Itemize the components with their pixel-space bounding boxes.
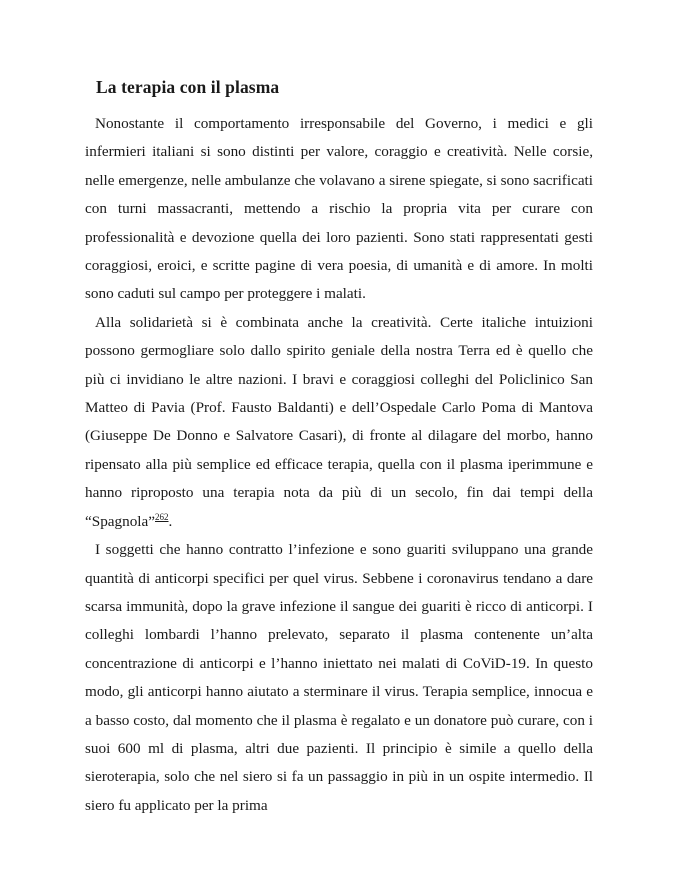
paragraph-1 — [85, 110, 593, 309]
paragraph-3 — [85, 536, 593, 820]
paragraph-2 — [85, 309, 593, 536]
paragraph-2-text: Alla solidarietà si è combinata anche la creatività. Certe italiche intuizioni possono germogliare solo dallo spirito geniale della nostra Terra ed è quello che più ci invidiano le altre nazioni. I bravi e coraggiosi colleghi del Policlinico San Matteo di Pavia (Prof. Fausto Baldanti) e dell’Ospedale Carlo Poma di Mantova (Giuseppe De Donno e Salvatore Casari), di fronte al dilagare del morbo, hanno ripensato alla più semplice ed efficace terapia, quella con il plasma iperimmune e hanno riproposto una terapia nota da più di un secolo, fin dai tempi della “Spagnola” — [85, 313, 593, 530]
footnote-reference-link[interactable]: 262 — [155, 511, 169, 522]
paragraph-3-text: I soggetti che hanno contratto l’infezione e sono guariti sviluppano una grande quantità di anticorpi specifici per quel virus. Sebbene i coronavirus tendano a dare scarsa immunità, dopo la grave infezione il sangue dei guariti è ricco di anticorpi. I colleghi lombardi l’hanno prelevato, separato il plasma contenente un’alta concentrazione di anticorpi e l’hanno iniettato nei malati di CoViD-19. In questo modo, gli anticorpi hanno aiutato a sterminare il virus. Terapia semplice, innocua e a basso costo, dal momento che il plasma è regalato e un donatore può curare, con i suoi 600 ml di plasma, altri due pazienti. Il principio è simile a quello della sieroterapia, solo che nel siero si fa un passaggio in più in un ospite intermedio. Il siero fu applicato per la prima — [85, 541, 593, 814]
section-heading: La terapia con il plasma — [96, 77, 280, 97]
body-text — [85, 110, 593, 820]
paragraph-2-tail: . — [168, 512, 173, 530]
paragraph-1-text: Nonostante il comportamento irresponsabile del Governo, i medici e gli infermieri italiani si sono distinti per valore, coraggio e creatività. Nelle corsie, nelle emergenze, nelle ambulanze che volavano a sirene spiegate, si sono sacrificati con turni massacranti, mettendo a rischio la propria vita per curare con professionalità e devozione quella dei loro pazienti. Sono stati rappresentati gesti coraggiosi, eroici, e scritte pagine di vera poesia, di umanità e di amore. In molti sono caduti sul campo per proteggere i malati. — [85, 115, 593, 303]
